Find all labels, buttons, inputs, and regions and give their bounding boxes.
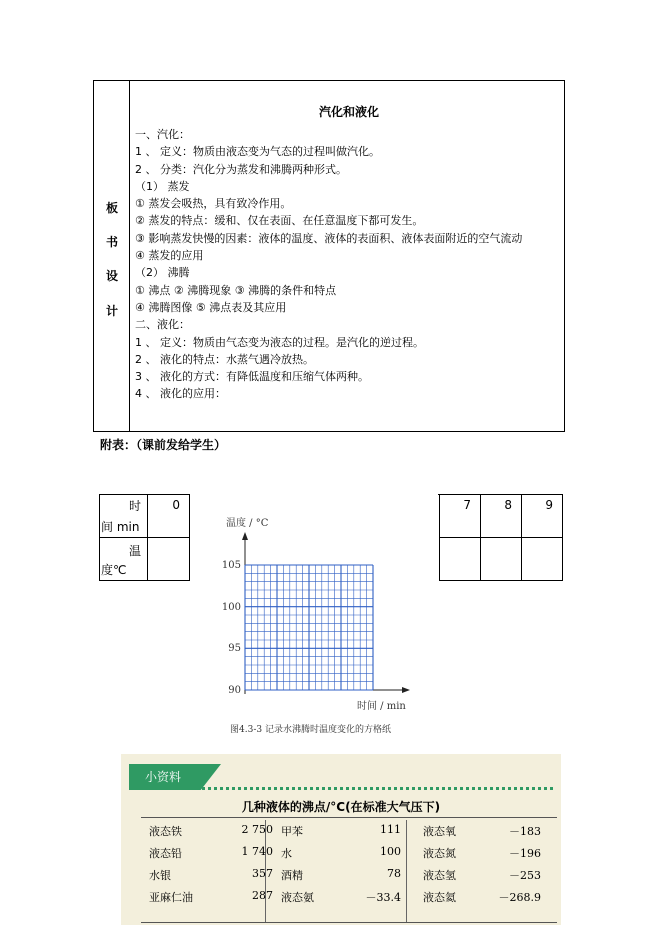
board-line: 2 、 分类：汽化分为蒸发和沸腾两种形式。 [135, 162, 347, 176]
side-label-char: 计 [105, 304, 118, 318]
board-line: 1 、 定义：物质由气态变为液态的过程。是汽化的逆过程。 [135, 335, 424, 349]
liquid-name: 液态氮 [423, 847, 456, 860]
side-label-char: 设 [105, 269, 118, 283]
liquid-name: 液态氨 [281, 891, 314, 904]
board-line: ④ 沸腾图像 ⑤ 沸点表及其应用 [135, 300, 287, 314]
temp-cell [439, 537, 481, 581]
liquid-name: 水 [281, 847, 292, 860]
board-side-column [94, 81, 130, 431]
y-axis-arrow-icon [242, 532, 248, 540]
time-cell [480, 494, 522, 538]
time-header-top: 时 [128, 499, 141, 513]
table-rule-bottom [141, 922, 557, 923]
reference-row [145, 867, 555, 889]
reference-row [145, 845, 555, 867]
board-title: 汽化和液化 [318, 105, 379, 119]
liquid-name: 甲苯 [281, 825, 303, 838]
temp-cell [147, 537, 190, 581]
graph-paper-figure [190, 494, 438, 752]
boiling-point: 287 [252, 889, 273, 902]
board-line: 4 、 液化的应用： [135, 387, 226, 401]
boiling-point: －33.4 [365, 891, 401, 904]
y-axis-label: 温度 / °C [226, 518, 269, 529]
reference-panel [121, 754, 561, 925]
x-axis-label: 时间 / min [357, 701, 406, 712]
board-line: （1） 蒸发 [135, 179, 190, 193]
board-line: ① 沸点 ② 沸腾现象 ③ 沸腾的条件和特点 [135, 283, 337, 297]
board-design-box [93, 80, 565, 432]
boiling-point: 78 [387, 867, 401, 880]
temp-header-bottom: 度℃ [101, 563, 127, 577]
grid [245, 565, 373, 690]
boiling-point: 357 [252, 867, 273, 880]
board-line: 3 、 液化的方式：有降低温度和压缩气体两种。 [135, 370, 369, 384]
time-header-cell [99, 494, 148, 538]
y-tick-label: 105 [221, 560, 241, 571]
board-line: 2 、 液化的特点：水蒸气遇冷放热。 [135, 352, 314, 366]
y-tick-label: 95 [228, 643, 241, 654]
boiling-point: －183 [509, 825, 541, 838]
liquid-name: 水银 [149, 869, 171, 882]
reference-title: 几种液体的沸点/°C(在标准大气压下) [241, 800, 441, 814]
boiling-point: 100 [380, 845, 401, 858]
temp-cell [521, 537, 563, 581]
board-line: ① 蒸发会吸热，具有致冷作用。 [135, 197, 292, 211]
boiling-point: －268.9 [498, 891, 541, 904]
liquid-name: 亚麻仁油 [149, 891, 193, 904]
time-value: 0 [172, 498, 180, 512]
reference-row [145, 823, 555, 845]
liquid-name: 液态氦 [423, 891, 456, 904]
board-line: ③ 影响蒸发快慢的因素：液体的温度、液体的表面积、液体表面附近的空气流动 [135, 231, 523, 245]
temp-header-cell [99, 537, 148, 581]
board-line: 1 、 定义：物质由液态变为气态的过程叫做汽化。 [135, 145, 380, 159]
liquid-name: 酒精 [281, 869, 303, 882]
board-content [135, 103, 563, 403]
y-tick-label: 100 [221, 602, 241, 613]
dotted-divider [129, 787, 553, 790]
board-line: （2） 沸腾 [135, 266, 190, 280]
liquid-name: 液态铅 [149, 847, 182, 860]
graph-caption: 图4.3-3 记录水沸腾时温度变化的方格纸 [230, 725, 391, 735]
boiling-point: －253 [509, 869, 541, 882]
temp-cell [480, 537, 522, 581]
appendix-title: 附表：（课前发给学生） [100, 438, 227, 452]
graph-svg [190, 494, 438, 752]
time-cell [147, 494, 190, 538]
time-header-bottom: 间 min [101, 520, 140, 534]
liquid-name: 液态氢 [423, 869, 456, 882]
reference-tab-label: 小资料 [145, 770, 182, 784]
time-value: 7 [463, 498, 471, 512]
boiling-point: 1 740 [241, 845, 273, 858]
x-axis-arrow-icon [402, 687, 410, 693]
board-line: ② 蒸发的特点：缓和、仅在表面、在任意温度下都可发生。 [135, 214, 424, 228]
side-label-char: 书 [105, 235, 118, 249]
board-line: ④ 蒸发的应用 [135, 249, 204, 263]
board-line: 二、液化： [135, 318, 190, 332]
time-value: 8 [504, 498, 512, 512]
table-rule-top [141, 817, 557, 818]
reference-row [145, 889, 555, 911]
board-line: 一、汽化： [135, 128, 190, 141]
temp-header-top: 温 [128, 544, 141, 558]
time-cell [521, 494, 563, 538]
time-value: 9 [545, 498, 553, 512]
side-label-char: 板 [105, 201, 118, 215]
boiling-point: 2 750 [241, 823, 273, 836]
boiling-point: －196 [509, 847, 541, 860]
liquid-name: 液态氧 [423, 825, 456, 838]
boiling-point: 111 [380, 823, 401, 836]
y-tick-label: 90 [228, 685, 241, 696]
liquid-name: 液态铁 [149, 825, 182, 838]
time-cell [439, 494, 481, 538]
